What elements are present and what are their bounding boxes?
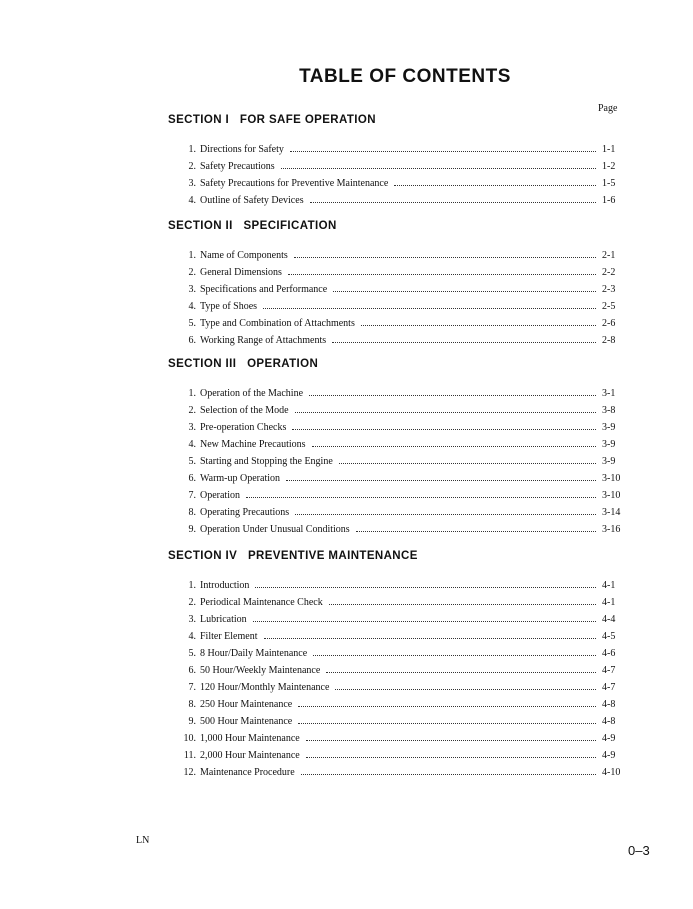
- leader-dots: [264, 638, 597, 639]
- entry-title: Operation Under Unusual Conditions: [200, 524, 350, 535]
- leader-dots: [361, 325, 596, 326]
- leader-dots: [253, 621, 596, 622]
- leader-dots: [394, 185, 596, 186]
- entry-number: 2.: [188, 267, 196, 278]
- leader-dots: [313, 655, 596, 656]
- entry-page: 4-9: [602, 733, 616, 744]
- entry-title: Name of Components: [200, 250, 288, 261]
- entry-number: 12.: [183, 767, 196, 778]
- entry-number: 3.: [188, 178, 196, 189]
- entry-number: 1.: [188, 144, 196, 155]
- entry-page: 2-3: [602, 284, 616, 295]
- toc-entry[interactable]: [168, 676, 624, 693]
- toc-entry[interactable]: [168, 450, 624, 467]
- entry-page: 2-1: [602, 250, 616, 261]
- toc-entry[interactable]: [168, 518, 624, 535]
- entry-number: 9.: [188, 716, 196, 727]
- entry-page: 4-8: [602, 699, 616, 710]
- leader-dots: [288, 274, 596, 275]
- toc-entry[interactable]: [168, 710, 624, 727]
- entry-title: Starting and Stopping the Engine: [200, 456, 333, 467]
- entry-number: 6.: [188, 665, 196, 676]
- entry-title: 120 Hour/Monthly Maintenance: [200, 682, 330, 693]
- entry-page: 4-8: [602, 716, 616, 727]
- entry-title: Operating Precautions: [200, 507, 290, 518]
- section-heading: SECTION IV PREVENTIVE MAINTENANCE: [168, 550, 418, 562]
- leader-dots: [326, 672, 596, 673]
- entry-title: Specifications and Performance: [200, 284, 328, 295]
- toc-entry[interactable]: [168, 244, 624, 261]
- entry-number: 5.: [188, 318, 196, 329]
- entry-title: Operation: [200, 490, 240, 501]
- leader-dots: [263, 308, 596, 309]
- entry-page: 4-6: [602, 648, 616, 659]
- leader-dots: [298, 723, 596, 724]
- entry-page: 4-10: [602, 767, 621, 778]
- entry-page: 1-1: [602, 144, 616, 155]
- toc-entry[interactable]: [168, 399, 624, 416]
- toc-entry[interactable]: [168, 659, 624, 676]
- entry-title: Filter Element: [200, 631, 258, 642]
- toc-entry[interactable]: [168, 433, 624, 450]
- entry-number: 7.: [188, 490, 196, 501]
- toc-list: [168, 574, 624, 778]
- toc-entry[interactable]: [168, 484, 624, 501]
- entry-title: 8 Hour/Daily Maintenance: [200, 648, 308, 659]
- entry-number: 4.: [188, 631, 196, 642]
- entry-page: 4-7: [602, 665, 616, 676]
- footer-code: LN: [136, 835, 150, 846]
- leader-dots: [332, 342, 596, 343]
- toc-list: [168, 138, 624, 206]
- entry-page: 4-9: [602, 750, 616, 761]
- entry-title: Type and Combination of Attachments: [200, 318, 355, 329]
- entry-number: 3.: [188, 284, 196, 295]
- entry-page: 2-5: [602, 301, 616, 312]
- leader-dots: [333, 291, 596, 292]
- entry-number: 6.: [188, 335, 196, 346]
- leader-dots: [312, 446, 596, 447]
- leader-dots: [295, 514, 596, 515]
- entry-title: Pre-operation Checks: [200, 422, 287, 433]
- toc-entry[interactable]: [168, 416, 624, 433]
- entry-number: 1.: [188, 250, 196, 261]
- toc-list: [168, 382, 624, 535]
- entry-title: Lubrication: [200, 614, 247, 625]
- entry-number: 6.: [188, 473, 196, 484]
- entry-number: 8.: [188, 699, 196, 710]
- entry-title: Introduction: [200, 580, 250, 591]
- entry-title: General Dimensions: [200, 267, 282, 278]
- leader-dots: [290, 151, 596, 152]
- entry-title: Selection of the Mode: [200, 405, 289, 416]
- toc-entry[interactable]: [168, 467, 624, 484]
- leader-dots: [309, 395, 596, 396]
- leader-dots: [298, 706, 596, 707]
- leader-dots: [301, 774, 596, 775]
- leader-dots: [292, 429, 596, 430]
- toc-entry[interactable]: [168, 172, 624, 189]
- toc-entry[interactable]: [168, 382, 624, 399]
- entry-page: 3-8: [602, 405, 616, 416]
- toc-entry[interactable]: [168, 312, 624, 329]
- entry-title: Warm-up Operation: [200, 473, 280, 484]
- entry-number: 2.: [188, 161, 196, 172]
- toc-entry[interactable]: [168, 693, 624, 710]
- entry-page: 1-6: [602, 195, 616, 206]
- entry-title: Periodical Maintenance Check: [200, 597, 323, 608]
- page-title: TABLE OF CONTENTS: [299, 66, 511, 87]
- entry-number: 9.: [188, 524, 196, 535]
- entry-page: 4-7: [602, 682, 616, 693]
- toc-entry[interactable]: [168, 591, 624, 608]
- leader-dots: [310, 202, 596, 203]
- entry-page: 4-1: [602, 580, 616, 591]
- entry-page: 3-9: [602, 456, 616, 467]
- entry-number: 8.: [188, 507, 196, 518]
- leader-dots: [294, 257, 596, 258]
- entry-title: Type of Shoes: [200, 301, 258, 312]
- entry-title: Directions for Safety: [200, 144, 284, 155]
- section-heading: SECTION II SPECIFICATION: [168, 220, 337, 232]
- entry-number: 3.: [188, 422, 196, 433]
- toc-entry[interactable]: [168, 329, 624, 346]
- entry-title: Safety Precautions for Preventive Maintenance: [200, 178, 389, 189]
- section-4: [168, 550, 624, 778]
- entry-title: New Machine Precautions: [200, 439, 306, 450]
- section-2: [168, 220, 624, 346]
- entry-number: 4.: [188, 439, 196, 450]
- section-3: [168, 358, 624, 535]
- toc-entry[interactable]: [168, 761, 624, 778]
- entry-title: Outline of Safety Devices: [200, 195, 304, 206]
- leader-dots: [339, 463, 596, 464]
- toc-entry[interactable]: [168, 295, 624, 312]
- entry-page: 4-5: [602, 631, 616, 642]
- toc-entry[interactable]: [168, 727, 624, 744]
- section-1: [168, 114, 624, 206]
- footer-page-number: 0–3: [628, 843, 650, 858]
- entry-number: 11.: [183, 750, 196, 761]
- entry-title: 500 Hour Maintenance: [200, 716, 293, 727]
- entry-page: 3-9: [602, 439, 616, 450]
- toc-entry[interactable]: [168, 261, 624, 278]
- entry-title: Working Range of Attachments: [200, 335, 327, 346]
- leader-dots: [295, 412, 596, 413]
- leader-dots: [356, 531, 596, 532]
- entry-number: 1.: [188, 388, 196, 399]
- entry-page: 3-1: [602, 388, 616, 399]
- toc-entry[interactable]: [168, 138, 624, 155]
- entry-number: 4.: [188, 301, 196, 312]
- entry-title: 1,000 Hour Maintenance: [200, 733, 300, 744]
- entry-number: 1.: [188, 580, 196, 591]
- entry-number: 5.: [188, 456, 196, 467]
- entry-title: 250 Hour Maintenance: [200, 699, 293, 710]
- leader-dots: [306, 740, 596, 741]
- entry-title: 2,000 Hour Maintenance: [200, 750, 300, 761]
- toc-entry[interactable]: [168, 501, 624, 518]
- toc-entry[interactable]: [168, 744, 624, 761]
- toc-entry[interactable]: [168, 574, 624, 591]
- entry-page: 2-8: [602, 335, 616, 346]
- entry-page: 4-1: [602, 597, 616, 608]
- toc-entry[interactable]: [168, 608, 624, 625]
- leader-dots: [335, 689, 596, 690]
- leader-dots: [306, 757, 596, 758]
- toc-entry[interactable]: [168, 155, 624, 172]
- entry-page: 3-10: [602, 473, 621, 484]
- leader-dots: [281, 168, 596, 169]
- entry-title: Operation of the Machine: [200, 388, 304, 399]
- entry-title: Maintenance Procedure: [200, 767, 295, 778]
- toc-list: [168, 244, 624, 346]
- section-heading: SECTION I FOR SAFE OPERATION: [168, 114, 376, 126]
- leader-dots: [255, 587, 596, 588]
- entry-page: 3-14: [602, 507, 621, 518]
- entry-page: 2-6: [602, 318, 616, 329]
- leader-dots: [329, 604, 596, 605]
- entry-page: 1-2: [602, 161, 616, 172]
- entry-page: 3-9: [602, 422, 616, 433]
- entry-number: 10.: [183, 733, 196, 744]
- section-heading: SECTION III OPERATION: [168, 358, 319, 370]
- entry-page: 2-2: [602, 267, 616, 278]
- entry-title: 50 Hour/Weekly Maintenance: [200, 665, 321, 676]
- page-column-label: Page: [598, 103, 618, 114]
- entry-page: 3-10: [602, 490, 621, 501]
- entry-page: 3-16: [602, 524, 621, 535]
- entry-number: 7.: [188, 682, 196, 693]
- entry-number: 4.: [188, 195, 196, 206]
- entry-number: 3.: [188, 614, 196, 625]
- toc-entry[interactable]: [168, 278, 624, 295]
- entry-number: 5.: [188, 648, 196, 659]
- entry-page: 4-4: [602, 614, 616, 625]
- toc-entry[interactable]: [168, 625, 624, 642]
- leader-dots: [246, 497, 596, 498]
- leader-dots: [286, 480, 596, 481]
- entry-page: 1-5: [602, 178, 616, 189]
- toc-entry[interactable]: [168, 642, 624, 659]
- toc-entry[interactable]: [168, 189, 624, 206]
- entry-title: Safety Precautions: [200, 161, 275, 172]
- entry-number: 2.: [188, 405, 196, 416]
- entry-number: 2.: [188, 597, 196, 608]
